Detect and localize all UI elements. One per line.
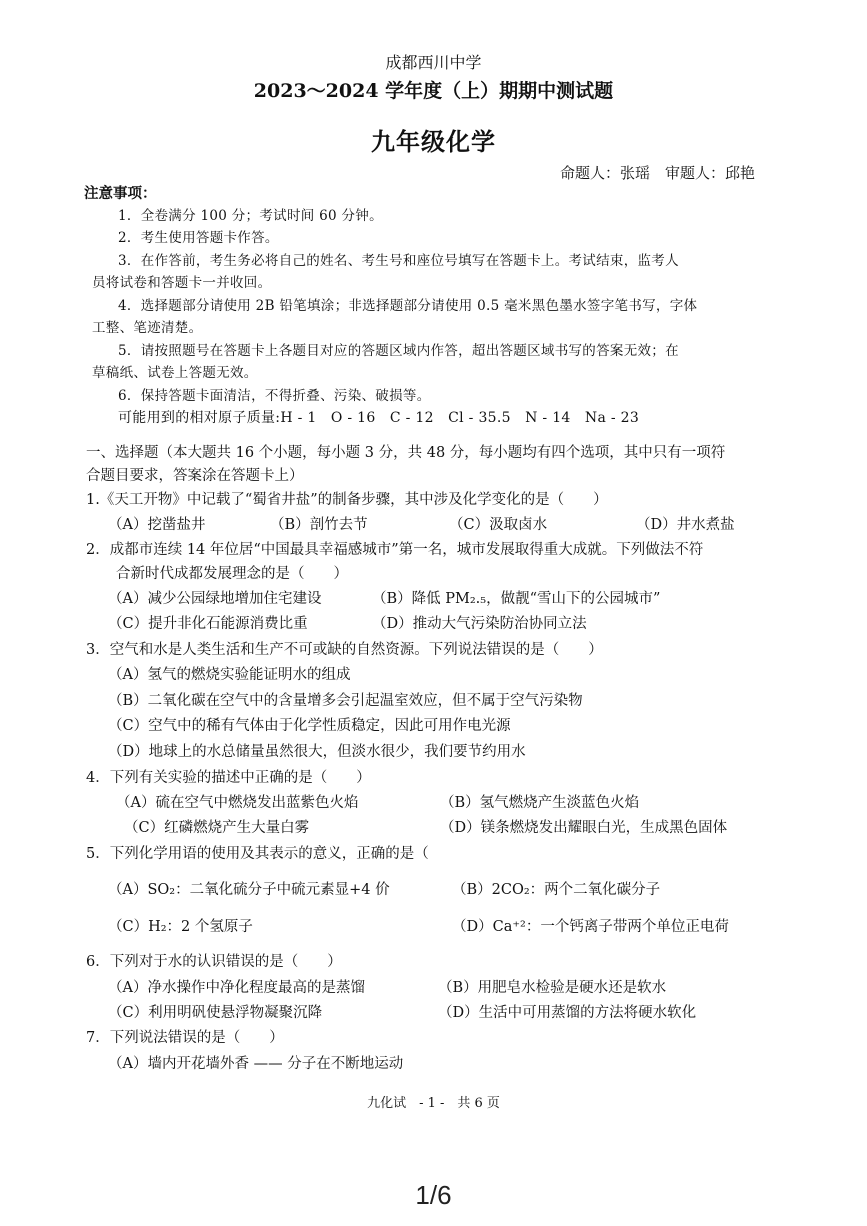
question-3-stem: 3．空气和水是人类生活和生产不可或缺的自然资源。下列说法错误的是（ ）: [86, 642, 603, 658]
question-3-option-b: （B）二氧化碳在空气中的含量增多会引起温室效应，但不属于空气污染物: [108, 693, 583, 709]
question-5-option-d: （D）Ca⁺²：一个钙离子带两个单位正电荷: [452, 919, 729, 935]
question-6-option-c: （C）利用明矾使悬浮物凝聚沉降: [108, 1005, 323, 1021]
note-line: 6．保持答题卡面清洁，不得折叠、污染、破损等。: [118, 388, 431, 404]
question-2-option-b: （B）降低 PM₂.₅，做靓“雪山下的公园城市”: [372, 591, 661, 607]
atomic-masses: 可能用到的相对原子质量:H - 1 O - 16 C - 12 Cl - 35.5 N - 14 Na - 23: [118, 410, 640, 426]
question-4-option-d: （D）镁条燃烧发出耀眼白光，生成黑色固体: [440, 820, 728, 836]
question-1-stem: 1.《天工开物》中记载了“蜀省井盐”的制备步骤，其中涉及化学变化的是（ ）: [86, 492, 608, 508]
note-line: 员将试卷和答题卡一并收回。: [92, 275, 272, 291]
question-4-option-c: （C）红磷燃烧产生大量白雾: [124, 820, 310, 836]
question-7-stem: 7．下列说法错误的是（ ）: [86, 1030, 284, 1046]
notes-heading: 注意事项：: [84, 185, 157, 202]
question-1-option-a: （A）挖凿盐井: [108, 517, 206, 533]
question-4-option-b: （B）氢气燃烧产生淡蓝色火焰: [440, 795, 640, 811]
question-5-option-c: （C）H₂：2 个氢原子: [108, 919, 253, 935]
question-3-option-a: （A）氢气的燃烧实验能证明水的组成: [108, 667, 351, 683]
question-6-option-b: （B）用肥皂水检验是硬水还是软水: [438, 980, 667, 996]
question-1-option-c: （C）汲取卤水: [449, 517, 548, 533]
question-5-option-a: （A）SO₂：二氧化硫分子中硫元素显+4 价: [108, 882, 390, 898]
section-heading-cont: 合题目要求，答案涂在答题卡上）: [86, 468, 304, 484]
question-5-stem: 5．下列化学用语的使用及其表示的意义，正确的是（: [86, 846, 429, 862]
question-7-option-a: （A）墙内开花墙外香 —— 分子在不断地运动: [108, 1056, 404, 1072]
note-line: 3．在作答前，考生务必将自己的姓名、考生号和座位号填写在答题卡上。考试结束，监考人: [118, 253, 679, 269]
note-line: 草稿纸、试卷上答题无效。: [92, 365, 258, 381]
question-3-option-c: （C）空气中的稀有气体由于化学性质稳定，因此可用作电光源: [108, 718, 511, 734]
note-line: 5．请按照题号在答题卡上各题目对应的答题区域内作答，超出答题区域书写的答案无效；在: [118, 343, 679, 359]
question-2-stem-cont: 合新时代成都发展理念的是（ ）: [116, 566, 348, 582]
question-4-stem: 4．下列有关实验的描述中正确的是（ ）: [86, 770, 371, 786]
note-line: 2．考生使用答题卡作答。: [118, 230, 279, 246]
question-2-option-a: （A）减少公园绿地增加住宅建设: [108, 591, 322, 607]
note-line: 4．选择题部分请使用 2B 铅笔填涂；非选择题部分请使用 0.5 毫米黑色墨水签字笔书写，字体: [118, 298, 698, 314]
page-indicator: 1/6: [415, 1180, 452, 1210]
question-3-option-d: （D）地球上的水总储量虽然很大，但淡水很少，我们要节约用水: [108, 744, 526, 760]
question-1-option-d: （D）井水煮盐: [636, 517, 735, 533]
question-5-option-b: （B）2CO₂：两个二氧化碳分子: [452, 882, 661, 898]
question-2-option-c: （C）提升非化石能源消费比重: [108, 616, 308, 632]
school-name: 成都西川中学: [385, 53, 482, 72]
note-line: 1．全卷满分 100 分；考试时间 60 分钟。: [118, 208, 383, 224]
question-4-option-a: （A）硫在空气中燃烧发出蓝紫色火焰: [116, 795, 359, 811]
subject-title: 九年级化学: [371, 127, 496, 156]
question-6-option-d: （D）生活中可用蒸馏的方法将硬水软化: [438, 1005, 697, 1021]
page-footer: 九化试 - 1 - 共 6 页: [367, 1096, 500, 1111]
question-1-option-b: （B）剖竹去节: [270, 517, 368, 533]
note-line: 工整、笔迹清楚。: [92, 320, 203, 336]
question-6-stem: 6．下列对于水的认识错误的是（ ）: [86, 954, 342, 970]
question-6-option-a: （A）净水操作中净化程度最高的是蒸馏: [108, 980, 365, 996]
authors: 命题人：张瑶 审题人：邱艳: [560, 164, 756, 182]
section-heading: 一、选择题（本大题共 16 个小题，每小题 3 分，共 48 分，每小题均有四个选项，其中只有一项符: [86, 445, 726, 461]
exam-title: 2023～2024 学年度（上）期期中测试题: [253, 80, 614, 102]
question-2-option-d: （D）推动大气污染防治协同立法: [372, 616, 587, 632]
question-2-stem: 2．成都市连续 14 年位居“中国最具幸福感城市”第一名，城市发展取得重大成就。下列做法不符: [86, 542, 704, 558]
